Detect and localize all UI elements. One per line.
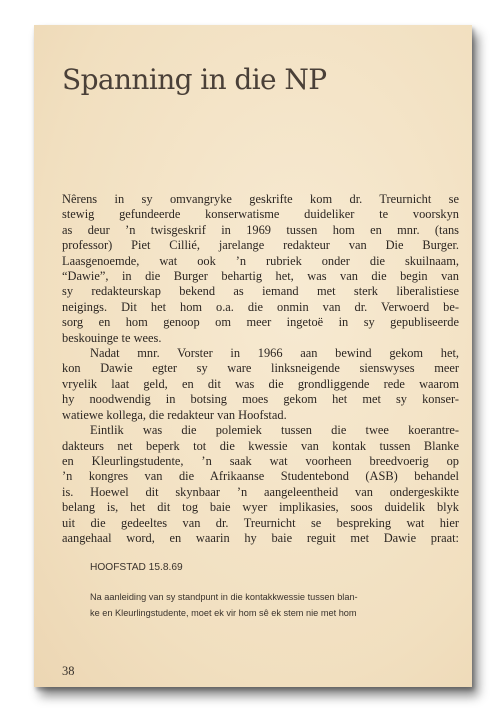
quote-line: ke en Kleurlingstudente, moet ek vir hom sê ek stem nie met hom	[90, 608, 357, 618]
body-line: Eintlik was die polemiek tussen die twee koerantre-	[90, 423, 459, 438]
body-line: sy redakteurskap bekend as iemand met sterk liberalistiese	[62, 284, 459, 299]
body-line: “Dawie”, in die Burger behartig het, was van die begin van	[62, 269, 459, 284]
body-line: Laasgenoemde, wat ook ’n rubriek onder die skuilnaam,	[62, 253, 459, 268]
body-line: hy noodwendig in botsing moes gekom het met sy konser-	[62, 392, 459, 407]
body-line: Nadat mnr. Vorster in 1966 aan bewind gekom het,	[90, 346, 459, 361]
quote-line: Na aanleiding van sy standpunt in die kontakkwessie tussen blan-	[90, 592, 358, 602]
quoted-passage	[90, 589, 433, 621]
body-text	[62, 192, 459, 546]
body-line: belang is, het dit tog baie wyer implikasies, soos duidelik blyk	[62, 500, 459, 515]
quote-source-heading: HOOFSTAD 15.8.69	[90, 562, 183, 573]
body-line: Nêrens in sy omvangryke geskrifte kom dr. Treurnicht se	[62, 192, 459, 206]
body-line: uit die gedeeltes van dr. Treurnicht se bespreking wat hier	[62, 515, 459, 530]
body-line: vryelik laat geld, en dit was die grondliggende rede waarom	[62, 376, 459, 391]
book-page	[34, 25, 472, 687]
body-line: professor) Piet Cillié, jarelange redakteur van Die Burger.	[62, 238, 459, 253]
body-line: dakteurs net beperk tot die kwessie van kontak tussen Blanke	[62, 438, 459, 453]
body-line: as deur ’n twisgeskrif in 1969 tussen hom en mnr. (tans	[62, 222, 459, 237]
body-line: ’n kongres van die Afrikaanse Studentebond (ASB) behandel	[62, 469, 459, 484]
body-line: is. Hoewel dit skynbaar ’n aangeleentheid van ondergeskikte	[62, 484, 459, 499]
body-line: beskouinge te wees.	[62, 330, 162, 345]
body-line: en Kleurlingstudente, ’n saak wat voorheen breedvoerig op	[62, 453, 459, 468]
body-line: neigings. Dit het hom o.a. die onmin van dr. Verwoerd be-	[62, 299, 459, 314]
body-line: aangehaal word, en waarin hy baie reguit met Dawie praat:	[62, 530, 459, 545]
page-number: 38	[62, 664, 75, 678]
body-line: sorg en hom genoop om meer ingetoë in sy gepubliseerde	[62, 315, 459, 330]
body-line: kon Dawie egter sy ware linksneigende sienswyses meer	[62, 361, 459, 376]
body-line: watiewe kollega, die redakteur van Hoofstad.	[62, 407, 287, 422]
body-line: stewig gefundeerde konserwatisme duideliker te voorskyn	[62, 207, 459, 222]
chapter-title: Spanning in die NP	[62, 63, 327, 96]
